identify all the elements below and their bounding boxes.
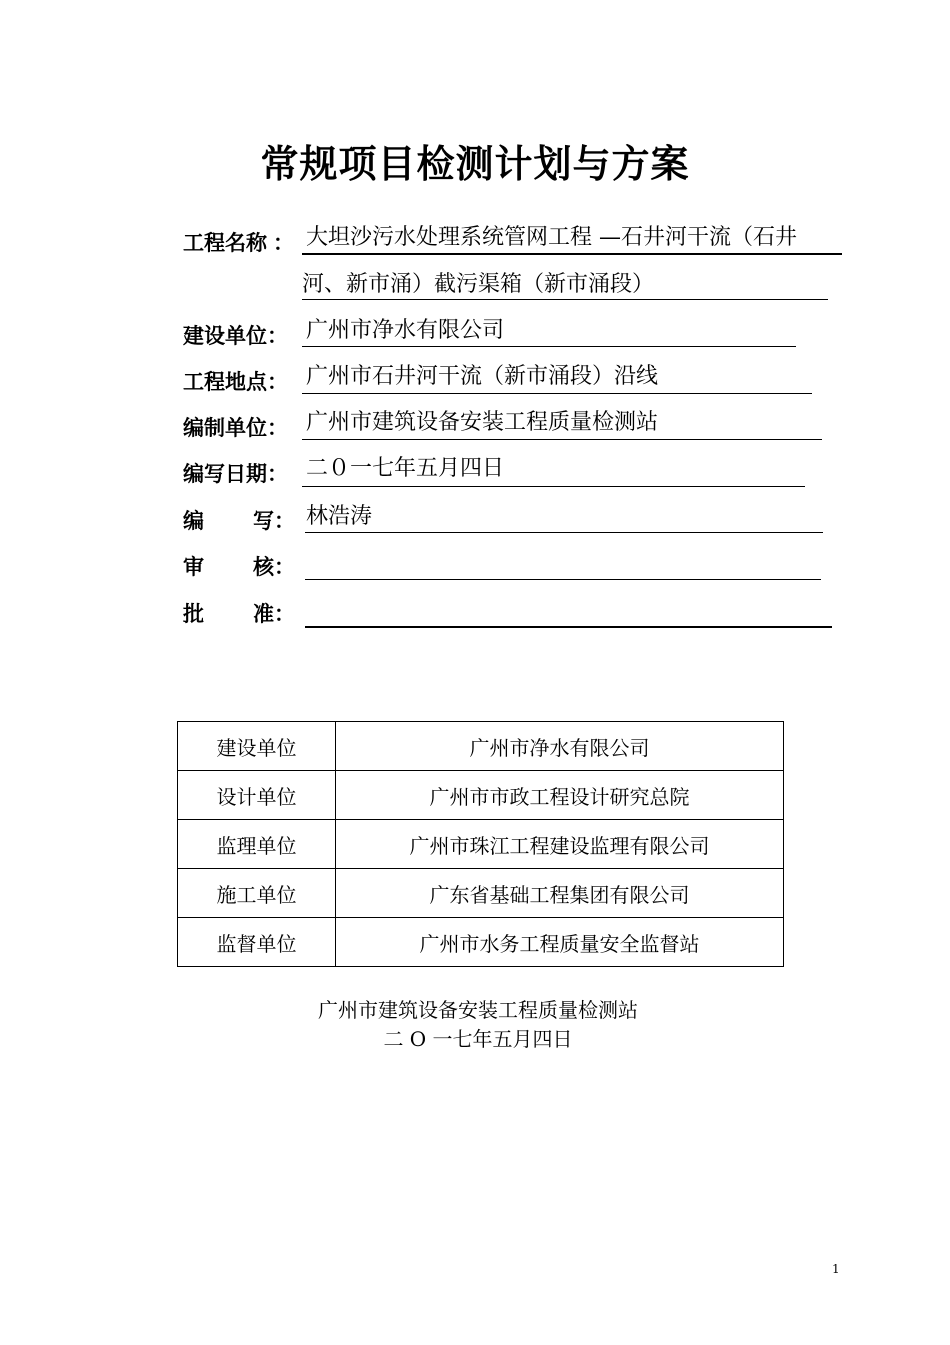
units-table — [177, 721, 784, 967]
unit-name-cell: 广州市水务工程质量安全监督站 — [336, 918, 784, 967]
unit-role-cell: 监督单位 — [178, 918, 336, 967]
builder-label: 建设单位： — [183, 324, 288, 348]
project-name-colon: ： — [273, 231, 294, 255]
project-name-value-line1: 大坦沙污水处理系统管网工程 —石井河干流（石井 — [306, 225, 797, 250]
reviewer-label — [183, 551, 295, 581]
table-row — [178, 918, 784, 967]
document-title: 常规项目检测计划与方案 — [260, 142, 690, 186]
writer-label — [183, 505, 295, 535]
table-row — [178, 722, 784, 771]
unit-role-cell: 监理单位 — [178, 820, 336, 869]
builder-value: 广州市净水有限公司 — [306, 318, 505, 343]
unit-name-cell: 广州市市政工程设计研究总院 — [336, 771, 784, 820]
location-value: 广州市石井河干流（新市涌段）沿线 — [306, 364, 659, 389]
date-underline — [302, 486, 805, 487]
table-row — [178, 820, 784, 869]
date-label: 编写日期： — [183, 462, 288, 486]
location-label: 工程地点： — [183, 370, 288, 394]
table-row — [178, 869, 784, 918]
date-value: 二０一七年五月四日 — [306, 456, 505, 481]
unit-name-cell: 广州市珠江工程建设监理有限公司 — [336, 820, 784, 869]
footer-date: 二 O 一七年五月四日 — [383, 1027, 573, 1051]
approver-label — [183, 598, 295, 628]
table-row — [178, 771, 784, 820]
project-name-underline-2 — [302, 299, 828, 300]
project-name-value-line2: 河、新市涌）截污渠箱（新市涌段） — [302, 272, 655, 297]
reviewer-label-a: 审 — [183, 555, 204, 579]
writer-underline — [305, 532, 823, 533]
unit-name-cell: 广州市净水有限公司 — [336, 722, 784, 771]
approver-label-a: 批 — [183, 602, 204, 626]
reviewer-label-b: 核： — [253, 555, 295, 579]
project-name-underline-1 — [302, 253, 842, 255]
writer-value: 林浩涛 — [306, 504, 373, 529]
unit-role-cell: 设计单位 — [178, 771, 336, 820]
compiler-unit-value: 广州市建筑设备安装工程质量检测站 — [306, 410, 659, 435]
approver-label-b: 准： — [253, 602, 295, 626]
writer-label-a: 编 — [183, 509, 204, 533]
page-number: 1 — [832, 1262, 840, 1276]
unit-name-cell: 广东省基础工程集团有限公司 — [336, 869, 784, 918]
footer-org: 广州市建筑设备安装工程质量检测站 — [318, 998, 638, 1022]
approver-underline — [305, 626, 832, 628]
project-name-label-text: 工程名称 — [183, 231, 267, 255]
location-underline — [302, 393, 812, 394]
project-name-label — [183, 227, 298, 257]
compiler-unit-underline — [302, 439, 822, 440]
builder-underline — [302, 346, 796, 347]
compiler-unit-label: 编制单位： — [183, 416, 288, 440]
writer-label-b: 写： — [253, 509, 295, 533]
unit-role-cell: 建设单位 — [178, 722, 336, 771]
unit-role-cell: 施工单位 — [178, 869, 336, 918]
reviewer-underline — [305, 579, 821, 580]
